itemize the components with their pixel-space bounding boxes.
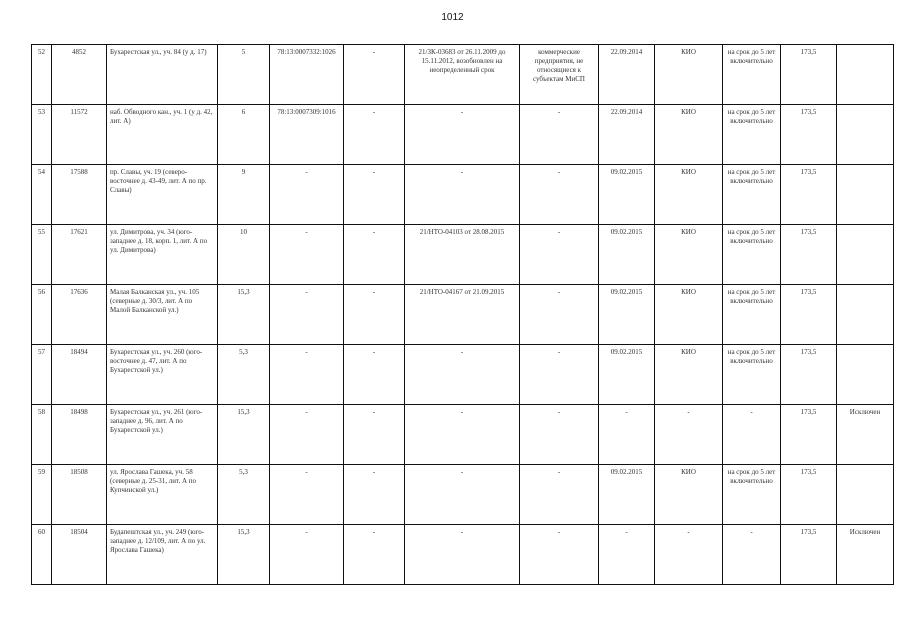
column-6-cell: - — [344, 465, 405, 525]
date-cell: 09.02.2015 — [599, 345, 655, 405]
code-cell: 18494 — [52, 345, 107, 405]
note-cell — [837, 225, 894, 285]
row-number-cell: 59 — [32, 465, 52, 525]
row-number-cell: 52 — [32, 45, 52, 105]
address-cell: Бухарестская ул., уч. 84 (у д. 17) — [107, 45, 218, 105]
contract-cell: - — [405, 165, 520, 225]
code-cell: 17636 — [52, 285, 107, 345]
area-cell: 173,5 — [781, 105, 837, 165]
placement-number-cell: 9 — [218, 165, 270, 225]
area-cell: 173,5 — [781, 45, 837, 105]
date-cell: 09.02.2015 — [599, 165, 655, 225]
code-cell: 17621 — [52, 225, 107, 285]
organization-cell: КИО — [655, 465, 723, 525]
note-cell — [837, 165, 894, 225]
table-row — [32, 45, 894, 105]
row-number-cell: 60 — [32, 525, 52, 585]
term-cell: - — [723, 405, 781, 465]
contract-cell: 21/НТО-04167 от 21.09.2015 — [405, 285, 520, 345]
subject-category-cell: - — [520, 285, 599, 345]
cadastral-number-cell: - — [270, 345, 344, 405]
note-cell: Исключен — [837, 525, 894, 585]
placement-number-cell: 5 — [218, 45, 270, 105]
row-number-cell: 53 — [32, 105, 52, 165]
area-cell: 173,5 — [781, 285, 837, 345]
address-cell: Малая Балканская ул., уч. 105 (северные д. 30/3, лит. А по Малой Балканской ул.) — [107, 285, 218, 345]
row-number-cell: 55 — [32, 225, 52, 285]
table-row — [32, 225, 894, 285]
subject-category-cell: - — [520, 405, 599, 465]
term-cell: на срок до 5 лет включительно — [723, 225, 781, 285]
placement-number-cell: 5,3 — [218, 345, 270, 405]
table-row — [32, 105, 894, 165]
note-cell — [837, 345, 894, 405]
organization-cell: КИО — [655, 165, 723, 225]
table-row — [32, 405, 894, 465]
subject-category-cell: - — [520, 465, 599, 525]
organization-cell: КИО — [655, 285, 723, 345]
date-cell: 09.02.2015 — [599, 465, 655, 525]
page-number: 1012 — [441, 12, 464, 23]
column-6-cell: - — [344, 165, 405, 225]
column-6-cell: - — [344, 525, 405, 585]
code-cell: 11572 — [52, 105, 107, 165]
contract-cell: - — [405, 465, 520, 525]
cadastral-number-cell: 78:13:0007332:1026 — [270, 45, 344, 105]
area-cell: 173,5 — [781, 405, 837, 465]
column-6-cell: - — [344, 285, 405, 345]
contract-cell: 21/ЗК-03683 от 26.11.2009 до 15.11.2012, возобновлен на неопределенный срок — [405, 45, 520, 105]
column-6-cell: - — [344, 225, 405, 285]
code-cell: 4852 — [52, 45, 107, 105]
table-row — [32, 165, 894, 225]
registry-table — [31, 44, 894, 585]
cadastral-number-cell: - — [270, 285, 344, 345]
term-cell: на срок до 5 лет включительно — [723, 165, 781, 225]
registry-rows — [32, 45, 894, 585]
address-cell: Бухарестская ул., уч. 260 (юго-восточнее д. 47, лит. А по Бухарестской ул.) — [107, 345, 218, 405]
note-cell — [837, 285, 894, 345]
cadastral-number-cell: - — [270, 465, 344, 525]
date-cell: - — [599, 525, 655, 585]
contract-cell: - — [405, 345, 520, 405]
term-cell: на срок до 5 лет включительно — [723, 345, 781, 405]
row-number-cell: 54 — [32, 165, 52, 225]
cadastral-number-cell: - — [270, 405, 344, 465]
subject-category-cell: - — [520, 525, 599, 585]
cadastral-number-cell: - — [270, 225, 344, 285]
note-cell — [837, 105, 894, 165]
term-cell: на срок до 5 лет включительно — [723, 465, 781, 525]
contract-cell: - — [405, 105, 520, 165]
row-number-cell: 58 — [32, 405, 52, 465]
address-cell: ул. Димитрова, уч. 34 (юго-западнее д. 18, корп. 1, лит. А по ул. Димитрова) — [107, 225, 218, 285]
code-cell: 18508 — [52, 465, 107, 525]
organization-cell: КИО — [655, 105, 723, 165]
date-cell: 09.02.2015 — [599, 285, 655, 345]
row-number-cell: 57 — [32, 345, 52, 405]
contract-cell: - — [405, 405, 520, 465]
table-row — [32, 285, 894, 345]
address-cell: наб. Обводного кан., уч. 1 (у д. 42, лит. А) — [107, 105, 218, 165]
row-number-cell: 56 — [32, 285, 52, 345]
code-cell: 18498 — [52, 405, 107, 465]
placement-number-cell: 6 — [218, 105, 270, 165]
placement-number-cell: 15,3 — [218, 405, 270, 465]
table-row — [32, 465, 894, 525]
date-cell: 22.09.2014 — [599, 45, 655, 105]
column-6-cell: - — [344, 345, 405, 405]
area-cell: 173,5 — [781, 225, 837, 285]
code-cell: 18504 — [52, 525, 107, 585]
note-cell — [837, 465, 894, 525]
organization-cell: КИО — [655, 45, 723, 105]
term-cell: на срок до 5 лет включительно — [723, 105, 781, 165]
organization-cell: КИО — [655, 345, 723, 405]
note-cell — [837, 45, 894, 105]
subject-category-cell: - — [520, 345, 599, 405]
placement-number-cell: 15,3 — [218, 285, 270, 345]
organization-cell: КИО — [655, 225, 723, 285]
term-cell: на срок до 5 лет включительно — [723, 45, 781, 105]
table-row — [32, 525, 894, 585]
placement-number-cell: 15,3 — [218, 525, 270, 585]
area-cell: 173,5 — [781, 465, 837, 525]
subject-category-cell: коммерческие предприятия, не относящиеся к субъектам МиСП — [520, 45, 599, 105]
subject-category-cell: - — [520, 165, 599, 225]
placement-number-cell: 5,3 — [218, 465, 270, 525]
area-cell: 173,5 — [781, 345, 837, 405]
term-cell: - — [723, 525, 781, 585]
address-cell: Бухарестская ул., уч. 261 (юго-западнее д. 96, лит. А по Бухарестской ул.) — [107, 405, 218, 465]
subject-category-cell: - — [520, 105, 599, 165]
note-cell: Исключен — [837, 405, 894, 465]
code-cell: 17588 — [52, 165, 107, 225]
column-6-cell: - — [344, 105, 405, 165]
area-cell: 173,5 — [781, 165, 837, 225]
contract-cell: - — [405, 525, 520, 585]
table-row — [32, 345, 894, 405]
cadastral-number-cell: 78:13:0007309:1016 — [270, 105, 344, 165]
organization-cell: - — [655, 525, 723, 585]
date-cell: - — [599, 405, 655, 465]
date-cell: 22.09.2014 — [599, 105, 655, 165]
term-cell: на срок до 5 лет включительно — [723, 285, 781, 345]
subject-category-cell: - — [520, 225, 599, 285]
address-cell: ул. Ярослава Гашека, уч. 58 (северные д. 25-31, лит. А по Купчинской ул.) — [107, 465, 218, 525]
column-6-cell: - — [344, 405, 405, 465]
placement-number-cell: 10 — [218, 225, 270, 285]
column-6-cell: - — [344, 45, 405, 105]
organization-cell: - — [655, 405, 723, 465]
address-cell: пр. Славы, уч. 19 (северо-восточнее д. 43-49, лит. А по пр. Славы) — [107, 165, 218, 225]
address-cell: Будапештская ул., уч. 249 (юго-западнее д. 12/109, лит. А по ул. Ярослава Гашека) — [107, 525, 218, 585]
cadastral-number-cell: - — [270, 525, 344, 585]
area-cell: 173,5 — [781, 525, 837, 585]
date-cell: 09.02.2015 — [599, 225, 655, 285]
cadastral-number-cell: - — [270, 165, 344, 225]
contract-cell: 21/НТО-04103 от 28.08.2015 — [405, 225, 520, 285]
